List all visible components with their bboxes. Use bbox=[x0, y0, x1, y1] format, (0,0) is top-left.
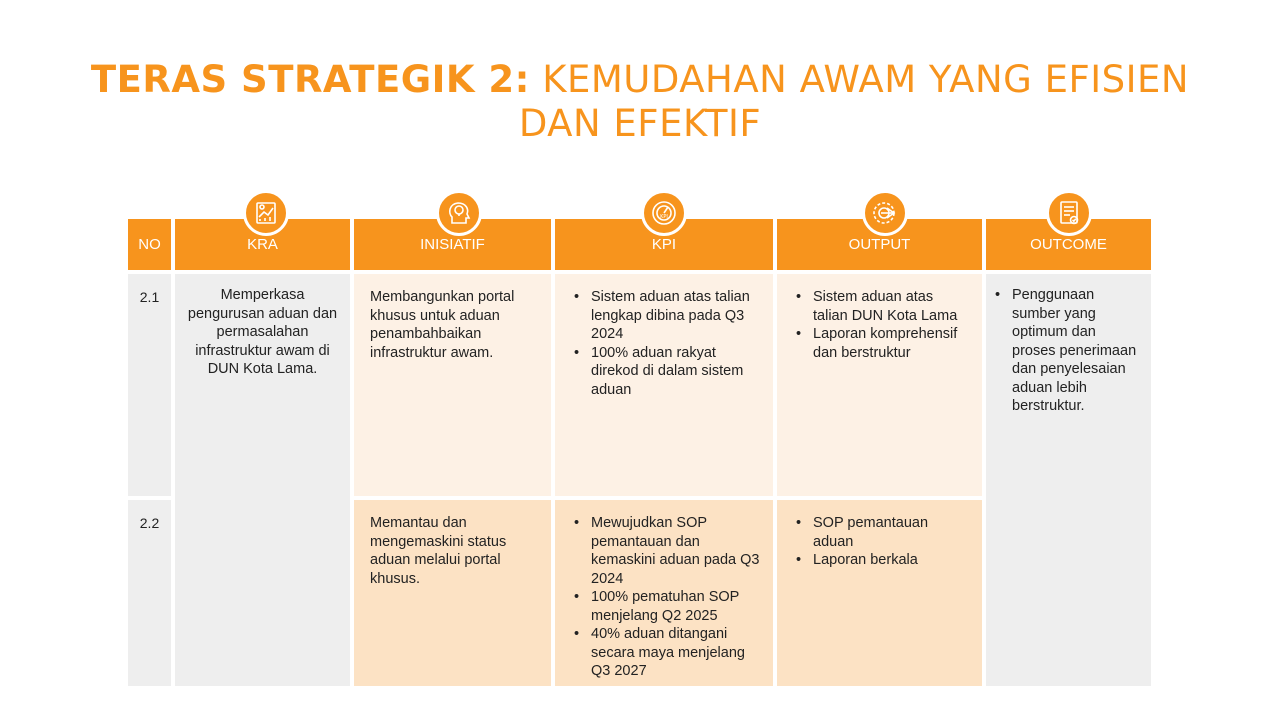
header-no: NO bbox=[128, 219, 171, 270]
row-no: 2.2 bbox=[128, 500, 171, 686]
list-item: • Laporan berkala bbox=[813, 551, 970, 570]
header-outcome: OUTCOME bbox=[986, 219, 1151, 270]
header-output: OUTPUT bbox=[777, 219, 982, 270]
svg-text:KPI: KPI bbox=[660, 214, 668, 220]
page-title bbox=[0, 58, 1280, 146]
list-item: • Sistem aduan atas talian DUN Kota Lama bbox=[813, 288, 970, 325]
output-cell bbox=[777, 274, 982, 496]
list-item: • Penggunaan sumber yang optimum dan proses penerimaan dan penyelesaian aduan lebih berstruktur. bbox=[1012, 286, 1141, 416]
title-bold: TERAS STRATEGIK 2: bbox=[90, 58, 530, 101]
row-no: 2.1 bbox=[128, 274, 171, 496]
list-item: • Mewujudkan SOP pemantauan dan kemaskini aduan pada Q3 2024 bbox=[591, 514, 761, 588]
inisiatif-cell: Membangunkan portal khusus untuk aduan penambahbaikan infrastruktur awam. bbox=[354, 274, 551, 496]
kpi-gauge-icon bbox=[641, 190, 687, 236]
inisiatif-cell: Memantau dan mengemaskini status aduan melalui portal khusus. bbox=[354, 500, 551, 686]
list-item: • Laporan komprehensif dan berstruktur bbox=[813, 325, 970, 362]
list-item: • SOP pemantauan aduan bbox=[813, 514, 970, 551]
chart-report-icon bbox=[243, 190, 289, 236]
title-rest-line2: DAN EFEKTIF bbox=[518, 102, 762, 145]
kpi-cell bbox=[555, 500, 773, 686]
outcome-cell bbox=[986, 274, 1151, 686]
header-kpi: KPI bbox=[555, 219, 773, 270]
gear-arrow-icon bbox=[862, 190, 908, 236]
list-item: • 100% aduan rakyat direkod di dalam sistem aduan bbox=[591, 344, 761, 400]
list-item: • Sistem aduan atas talian lengkap dibina pada Q3 2024 bbox=[591, 288, 761, 344]
kpi-cell bbox=[555, 274, 773, 496]
header-inisiatif: INISIATIF bbox=[354, 219, 551, 270]
kra-cell: Memperkasa pengurusan aduan dan permasalahan infrastruktur awam di DUN Kota Lama. bbox=[175, 274, 350, 686]
lightbulb-head-icon bbox=[436, 190, 482, 236]
list-item: • 40% aduan ditangani secara maya menjelang Q3 2027 bbox=[591, 625, 761, 681]
document-checklist-icon bbox=[1046, 190, 1092, 236]
header-kra: KRA bbox=[175, 219, 350, 270]
list-item: • 100% pematuhan SOP menjelang Q2 2025 bbox=[591, 588, 761, 625]
output-cell bbox=[777, 500, 982, 686]
title-rest-line1: KEMUDAHAN AWAM YANG EFISIEN bbox=[542, 58, 1190, 101]
